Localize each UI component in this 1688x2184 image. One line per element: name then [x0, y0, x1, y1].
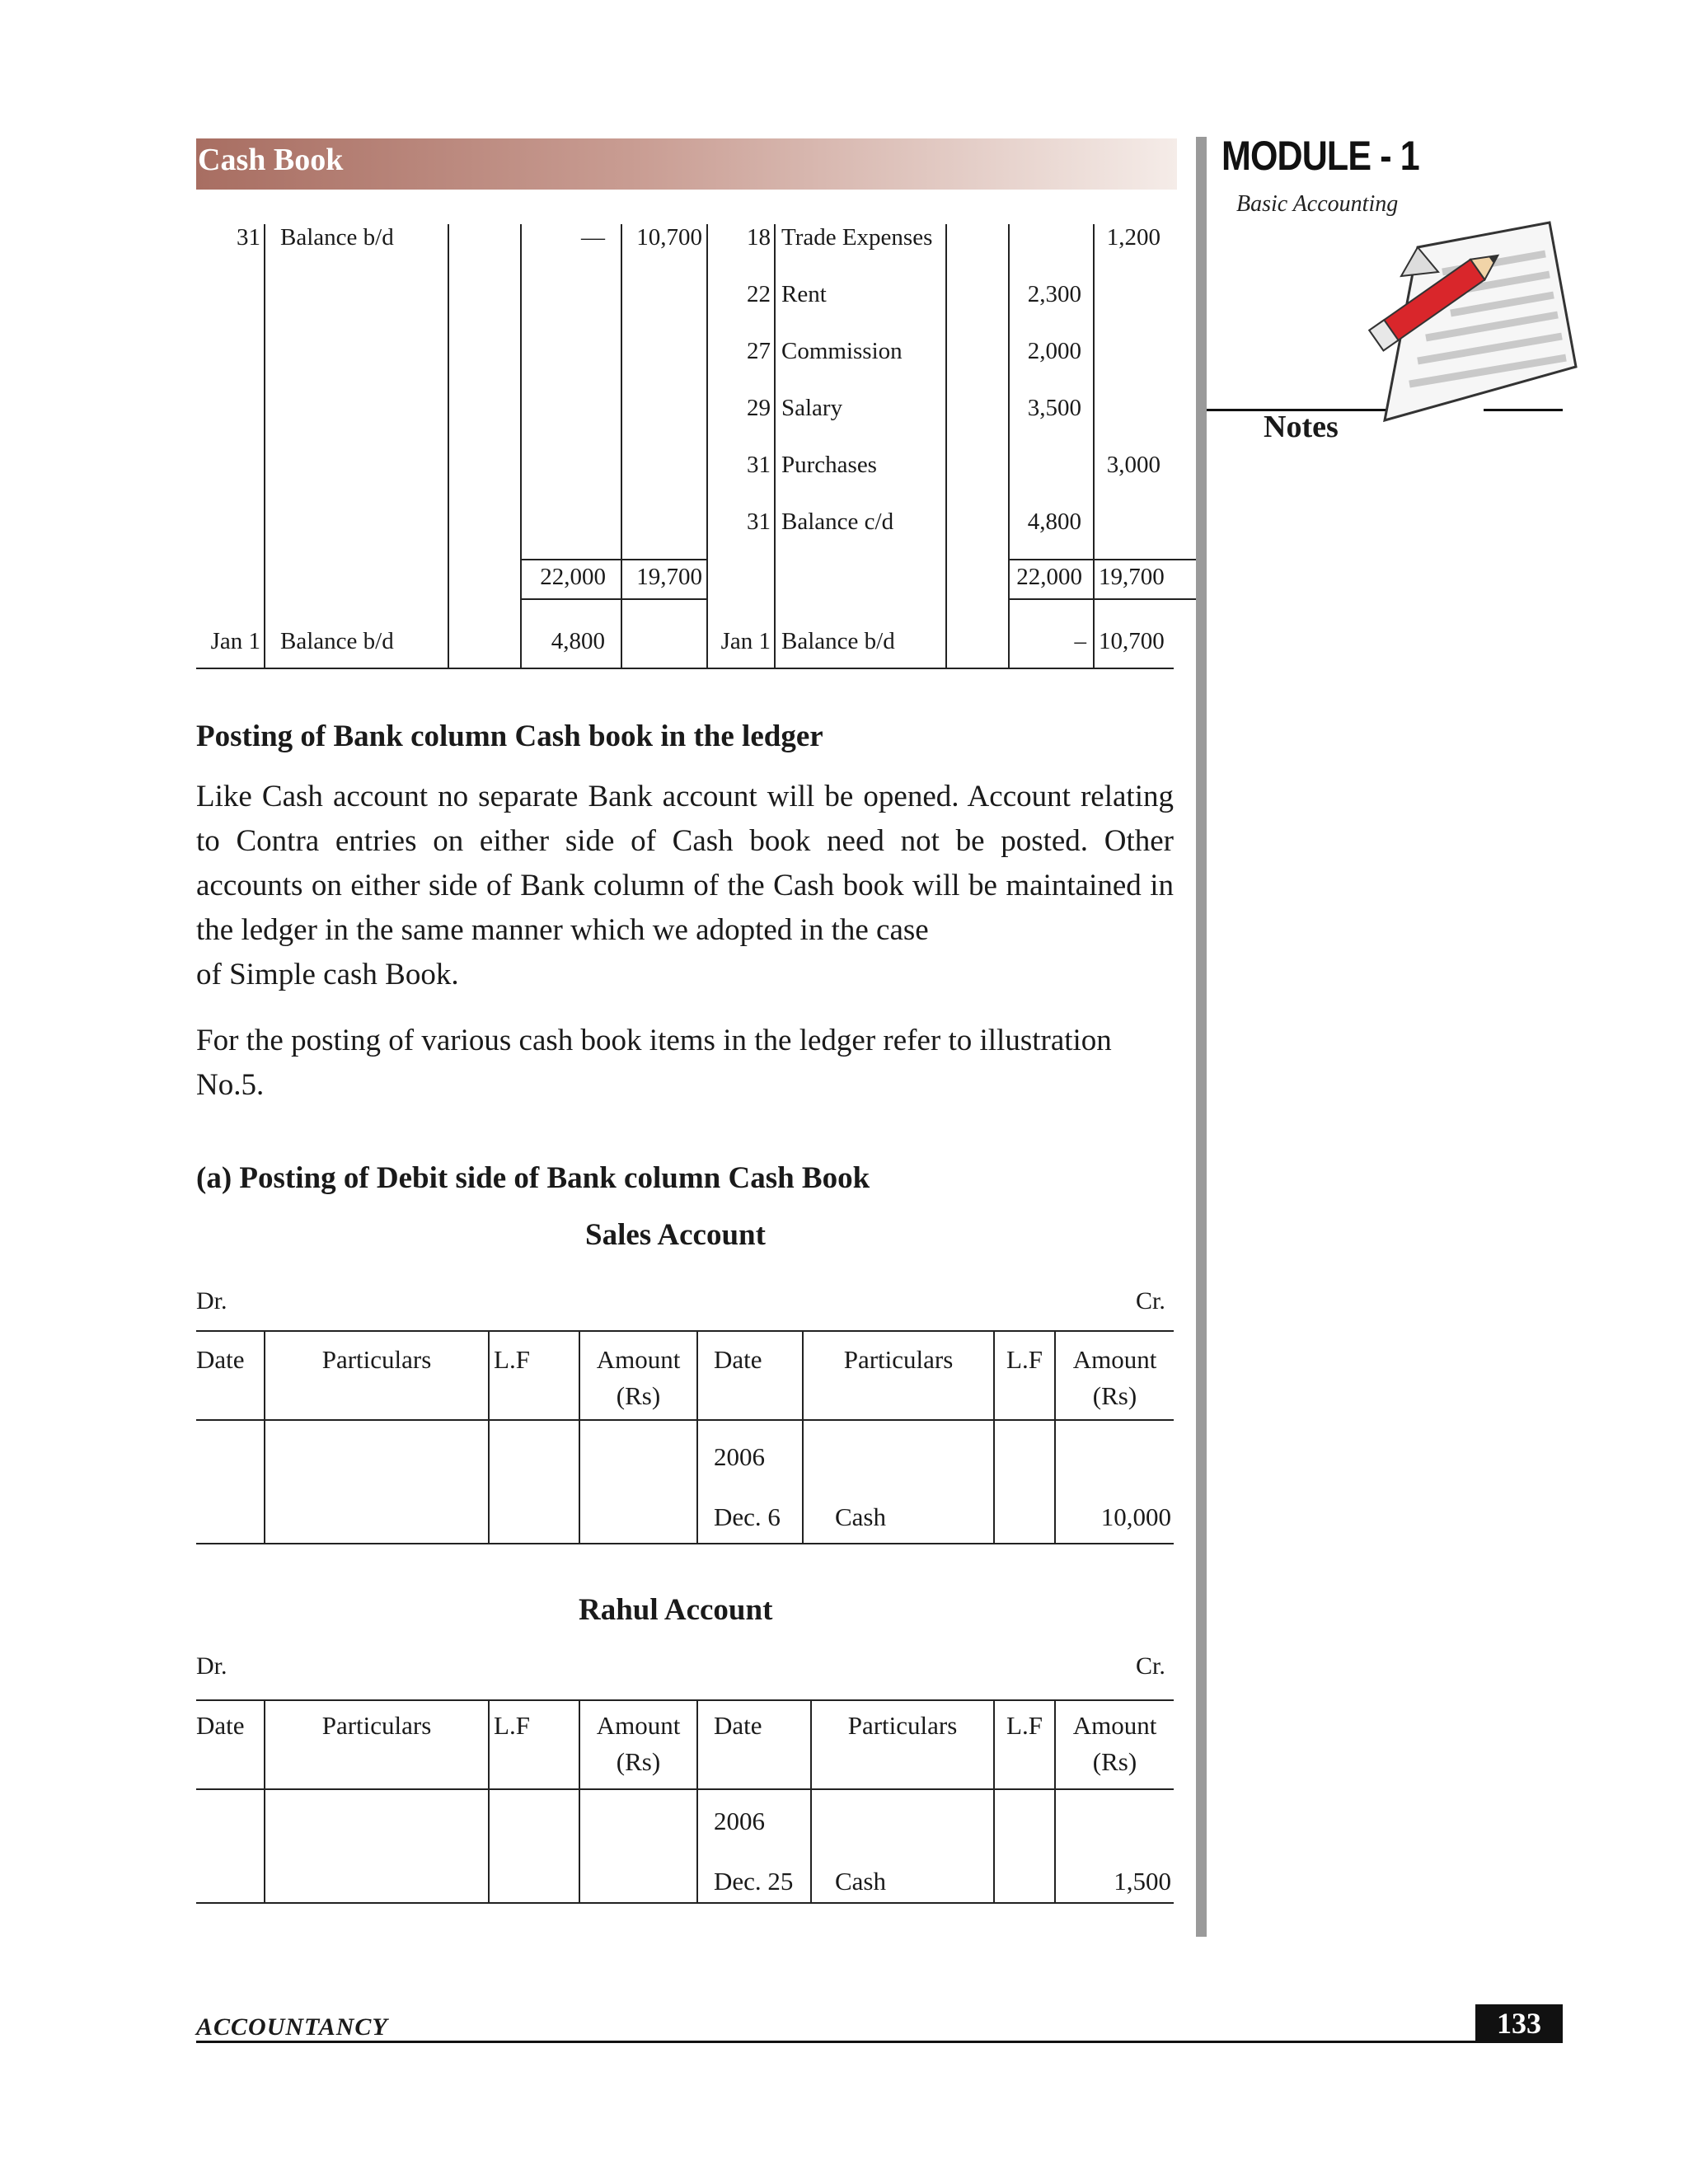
header-rs: (Rs) — [1092, 1381, 1137, 1410]
cb-cr-bank: 3,000 — [1106, 452, 1160, 478]
ledger-entry-amount: 1,500 — [1114, 1867, 1171, 1896]
cb-closing-cr-date: Jan 1 — [720, 628, 771, 654]
header-lf: L.F — [1006, 1711, 1043, 1740]
cb-cr-particulars: Balance c/d — [781, 509, 894, 535]
cb-cr-cash: 4,800 — [1027, 509, 1081, 535]
ledger-header-line — [196, 1419, 1174, 1421]
module-subtitle: Basic Accounting — [1236, 191, 1399, 217]
cb-cr-cash: 2,300 — [1027, 281, 1081, 307]
cb-cr-date: 22 — [747, 281, 771, 307]
debit-posting-heading: (a) Posting of Debit side of Bank column Cash Book — [196, 1161, 870, 1195]
header-date: Date — [714, 1711, 762, 1740]
ledger-top-line — [196, 1330, 1174, 1332]
cb-total-line — [1008, 559, 1196, 560]
cb-cr-date: 27 — [747, 338, 771, 364]
header-amount: Amount — [1072, 1345, 1157, 1374]
header-amount: Amount — [1072, 1711, 1157, 1740]
header-rs: (Rs) — [616, 1381, 661, 1410]
sales-account-ledger — [196, 1330, 1174, 1546]
ledger-bottom-line — [196, 1543, 1174, 1544]
cb-line — [520, 224, 522, 669]
rahul-dr-label: Dr. — [196, 1652, 227, 1680]
rahul-cr-label: Cr. — [1136, 1652, 1165, 1680]
header-date: Date — [196, 1711, 245, 1740]
cb-total-line — [520, 559, 706, 560]
cb-total-cr-cash: 22,000 — [1016, 564, 1082, 590]
cb-line — [264, 224, 265, 669]
cb-line — [448, 224, 449, 669]
cb-closing-cr-bank: 10,700 — [1099, 628, 1165, 654]
page-number: 133 — [1475, 2004, 1563, 2042]
cb-closing-cr-cash: – — [1074, 628, 1086, 654]
cb-line — [1093, 224, 1095, 669]
notes-label: Notes — [1264, 410, 1339, 444]
sales-cr-label: Cr. — [1136, 1287, 1165, 1315]
cb-cr-cash: 3,500 — [1027, 395, 1081, 421]
posting-heading: Posting of Bank column Cash book in the ledger — [196, 719, 823, 753]
cb-total-dr-cash: 22,000 — [540, 564, 606, 590]
header-rs: (Rs) — [1092, 1747, 1137, 1776]
cb-cr-particulars: Trade Expenses — [781, 224, 933, 251]
cb-cr-particulars: Salary — [781, 395, 843, 421]
cb-dr-cash: — — [581, 224, 605, 251]
header-date: Date — [196, 1345, 245, 1374]
posting-paragraph-2-last-line: No.5. — [196, 1068, 265, 1102]
posting-paragraph-2-body: For the posting of various cash book items in the ledger refer to illustration — [196, 1024, 1112, 1057]
ledger-col-line — [696, 1699, 698, 1904]
cb-total-dr-bank: 19,700 — [636, 564, 702, 590]
cb-cr-bank: 1,200 — [1106, 224, 1160, 251]
cb-closing-cr-particulars: Balance b/d — [781, 628, 895, 654]
posting-paragraph-1-last-line: of Simple cash Book. — [196, 958, 459, 991]
rahul-account-ledger — [196, 1699, 1174, 1905]
cb-closing-dr-particulars: Balance b/d — [280, 628, 394, 654]
cb-bottom-line — [196, 668, 1174, 669]
ledger-entry-date: Dec. 25 — [714, 1867, 794, 1896]
header-particulars: Particulars — [321, 1345, 432, 1374]
cb-closing-dr-date: Jan 1 — [210, 628, 260, 654]
footer-subject: ACCOUNTANCY — [196, 2013, 388, 2041]
cb-dr-date: 31 — [237, 224, 260, 251]
header-amount: Amount — [596, 1711, 681, 1740]
section-title: Cash Book — [198, 143, 344, 177]
ledger-entry-particulars: Cash — [835, 1502, 886, 1531]
cb-dr-particulars: Balance b/d — [280, 224, 394, 251]
header-date: Date — [714, 1345, 762, 1374]
cb-closing-dr-cash: 4,800 — [551, 628, 605, 654]
sales-dr-label: Dr. — [196, 1287, 227, 1315]
cb-total-cr-bank: 19,700 — [1099, 564, 1165, 590]
header-lf: L.F — [1006, 1345, 1043, 1374]
cb-cr-cash: 2,000 — [1027, 338, 1081, 364]
header-particulars: Particulars — [847, 1711, 958, 1740]
header-amount: Amount — [596, 1345, 681, 1374]
ledger-top-line — [196, 1699, 1174, 1701]
cb-cr-particulars: Rent — [781, 281, 827, 307]
ledger-entry-amount: 10,000 — [1100, 1502, 1171, 1531]
cb-line — [706, 224, 708, 669]
cb-line — [774, 224, 776, 669]
posting-paragraph-2 — [196, 1019, 1174, 1108]
ledger-header-line — [196, 1788, 1174, 1790]
cb-line — [621, 224, 622, 669]
header-rs: (Rs) — [616, 1747, 661, 1776]
ledger-entry-particulars: Cash — [835, 1867, 886, 1896]
rahul-account-title: Rahul Account — [579, 1593, 773, 1627]
ledger-col-line — [696, 1330, 698, 1544]
cb-dr-bank: 10,700 — [636, 224, 702, 251]
cb-cr-particulars: Commission — [781, 338, 903, 364]
cb-line — [945, 224, 947, 669]
ledger-year: 2006 — [714, 1807, 765, 1835]
cb-cr-date: 31 — [747, 509, 771, 535]
header-lf: L.F — [494, 1345, 530, 1374]
ledger-year: 2006 — [714, 1442, 765, 1471]
header-lf: L.F — [494, 1711, 530, 1740]
header-particulars: Particulars — [321, 1711, 432, 1740]
sales-account-title: Sales Account — [585, 1218, 766, 1252]
cb-cr-particulars: Purchases — [781, 452, 877, 478]
cb-total-line — [1008, 598, 1196, 600]
cash-book-continuation — [0, 0, 1688, 676]
cb-total-line — [520, 598, 706, 600]
cb-cr-date: 31 — [747, 452, 771, 478]
footer-rule — [196, 2041, 1563, 2043]
cb-cr-date: 29 — [747, 395, 771, 421]
posting-paragraph-1-body: Like Cash account no separate Bank account will be opened. Account relating to Contra entries on either side of Cash book need not be posted. Other accounts on either side of Bank column of the Cash book will be maintained in the ledger in the same manner which we adopted in the case — [196, 780, 1174, 947]
header-particulars: Particulars — [843, 1345, 954, 1374]
module-title: MODULE - 1 — [1221, 133, 1419, 179]
posting-paragraph-1 — [196, 775, 1174, 997]
ledger-entry-date: Dec. 6 — [714, 1502, 781, 1531]
cb-cr-date: 18 — [747, 224, 771, 251]
ledger-bottom-line — [196, 1902, 1174, 1904]
